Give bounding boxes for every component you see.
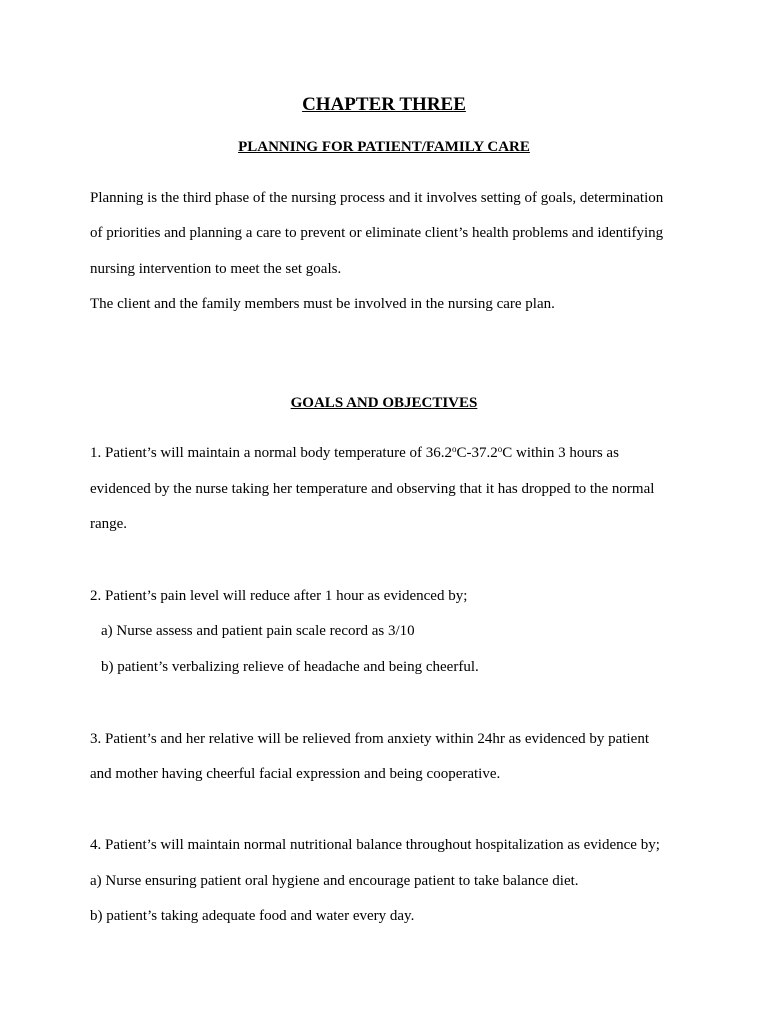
goal-2-item-b: b) patient’s verbalizing relieve of headache and being cheerful. [101,659,479,675]
goal-4-item-b: b) patient’s taking adequate food and water every day. [90,908,415,924]
intro-paragraph-line: of priorities and planning a care to prevent or eliminate client’s health problems and identifying [90,225,664,241]
goal-1-line: range. [90,516,128,532]
goal-1-line [90,444,690,462]
goal-4-item-a: a) Nurse ensuring patient oral hygiene and encourage patient to take balance diet. [90,873,579,889]
intro-paragraph-line: Planning is the third phase of the nursing process and it involves setting of goals, determination [90,190,664,206]
goal-3-line: and mother having cheerful facial expression and being cooperative. [90,766,501,782]
goal-3-line: 3. Patient’s and her relative will be relieved from anxiety within 24hr as evidenced by patient [90,731,649,747]
intro-paragraph-line: The client and the family members must be involved in the nursing care plan. [90,296,555,312]
section-title: PLANNING FOR PATIENT/FAMILY CARE [238,139,530,155]
degree-symbol: o [497,444,503,454]
chapter-title: CHAPTER THREE [302,94,466,115]
goals-heading: GOALS AND OBJECTIVES [290,395,478,411]
goal-1-text: 1. Patient’s will maintain a normal body temperature of 36.2 [90,445,452,461]
degree-symbol: o [452,444,457,454]
goal-1-text: C within 3 hours as [502,445,619,461]
goal-1-line: evidenced by the nurse taking her temperature and observing that it has dropped to the normal [90,481,655,497]
goal-4-line: 4. Patient’s will maintain normal nutritional balance throughout hospitalization as evidence by; [90,837,660,853]
goal-2-line: 2. Patient’s pain level will reduce after 1 hour as evidenced by; [90,588,468,604]
goal-1-text: C-37.2 [456,445,498,461]
goal-2-item-a: a) Nurse assess and patient pain scale record as 3/10 [101,623,415,639]
intro-paragraph-line: nursing intervention to meet the set goals. [90,261,342,277]
